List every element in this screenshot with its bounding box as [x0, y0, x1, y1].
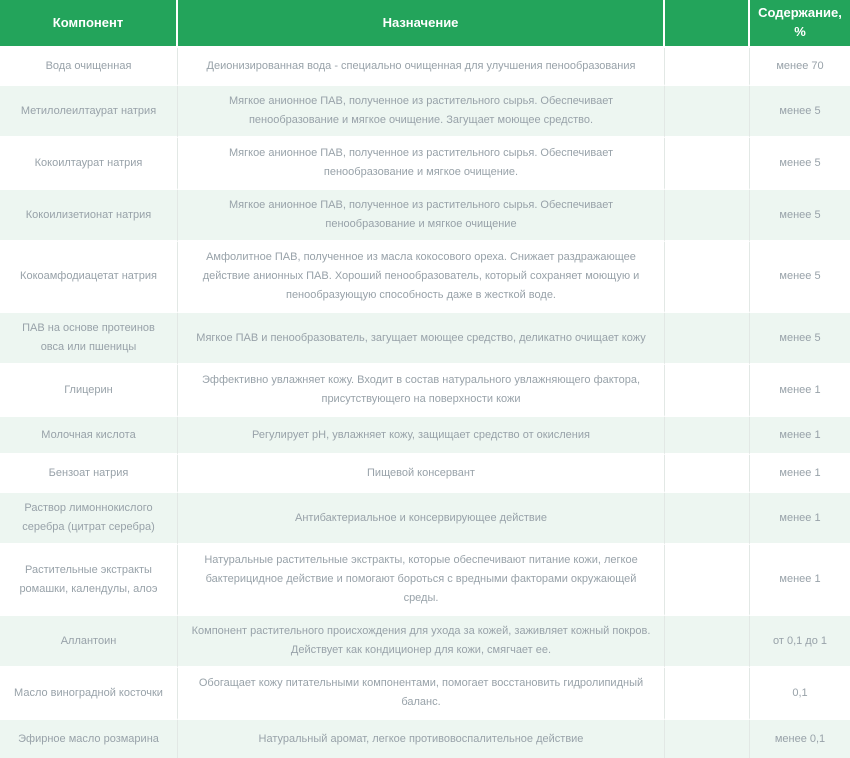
cell-spacer — [665, 720, 750, 758]
cell-content-percent: менее 5 — [750, 313, 850, 365]
cell-content-percent: менее 1 — [750, 493, 850, 545]
cell-purpose: Мягкое ПАВ и пенообразователь, загущает моющее средство, деликатно очищает кожу — [178, 313, 665, 365]
cell-content-percent: менее 5 — [750, 86, 850, 138]
cell-component: Эфирное масло розмарина — [0, 720, 178, 758]
column-header-empty — [665, 0, 750, 48]
column-header-purpose: Назначение — [178, 0, 665, 48]
cell-component: Растительные экстракты ромашки, календулы, алоэ — [0, 545, 178, 616]
cell-purpose: Антибактериальное и консервирующее действие — [178, 493, 665, 545]
cell-purpose: Обогащает кожу питательными компонентами, помогает восстановить гидролипидный баланс. — [178, 668, 665, 720]
cell-content-percent: от 0,1 до 1 — [750, 616, 850, 668]
cell-component: Аллантоин — [0, 616, 178, 668]
cell-spacer — [665, 493, 750, 545]
cell-component: Кокоилтаурат натрия — [0, 138, 178, 190]
cell-content-percent: 0,1 — [750, 668, 850, 720]
cell-purpose: Мягкое анионное ПАВ, полученное из растительного сырья. Обеспечивает пенообразование и мягкое очищение. Загущает моющее средство. — [178, 86, 665, 138]
column-header-content-percent: Содержание, % — [750, 0, 850, 48]
cell-component: Глицерин — [0, 365, 178, 417]
cell-content-percent: менее 1 — [750, 417, 850, 455]
cell-content-percent: менее 70 — [750, 48, 850, 86]
cell-purpose: Натуральный аромат, легкое противовоспалительное действие — [178, 720, 665, 758]
cell-purpose: Амфолитное ПАВ, полученное из масла кокосового ореха. Снижает раздражающее действие анионных ПАВ. Хороший пенообразователь, который сохраняет моющую и пенообразующую способность даже в жесткой воде. — [178, 242, 665, 313]
cell-spacer — [665, 48, 750, 86]
cell-content-percent: менее 5 — [750, 190, 850, 242]
table-row — [0, 493, 850, 545]
cell-purpose: Мягкое анионное ПАВ, полученное из растительного сырья. Обеспечивает пенообразование и мягкое очищение. — [178, 138, 665, 190]
table-row — [0, 616, 850, 668]
cell-content-percent: менее 5 — [750, 242, 850, 313]
cell-purpose: Мягкое анионное ПАВ, полученное из растительного сырья. Обеспечивает пенообразование и мягкое очищение — [178, 190, 665, 242]
table-row — [0, 720, 850, 758]
table-row — [0, 48, 850, 86]
table-row — [0, 313, 850, 365]
cell-purpose: Натуральные растительные экстракты, которые обеспечивают питание кожи, легкое бактерицидное действие и помогают бороться с вредными факторами окружающей среды. — [178, 545, 665, 616]
cell-spacer — [665, 242, 750, 313]
column-header-component: Компонент — [0, 0, 178, 48]
table-row — [0, 668, 850, 720]
table-row — [0, 365, 850, 417]
cell-spacer — [665, 545, 750, 616]
cell-content-percent: менее 1 — [750, 545, 850, 616]
table-row — [0, 86, 850, 138]
cell-purpose: Регулирует pH, увлажняет кожу, защищает средство от окисления — [178, 417, 665, 455]
table-row — [0, 545, 850, 616]
cell-component: Кокоамфодиацетат натрия — [0, 242, 178, 313]
cell-component: Бензоат натрия — [0, 455, 178, 493]
cell-spacer — [665, 455, 750, 493]
cell-content-percent: менее 0,1 — [750, 720, 850, 758]
cell-spacer — [665, 417, 750, 455]
cell-spacer — [665, 365, 750, 417]
table-row — [0, 190, 850, 242]
cell-content-percent: менее 1 — [750, 455, 850, 493]
ingredients-table-body — [0, 48, 850, 758]
cell-content-percent: менее 1 — [750, 365, 850, 417]
cell-spacer — [665, 86, 750, 138]
cell-purpose: Деионизированная вода - специально очищенная для улучшения пенообразования — [178, 48, 665, 86]
table-row — [0, 138, 850, 190]
cell-spacer — [665, 616, 750, 668]
cell-component: Масло виноградной косточки — [0, 668, 178, 720]
cell-spacer — [665, 138, 750, 190]
cell-component: Раствор лимоннокислого серебра (цитрат серебра) — [0, 493, 178, 545]
cell-component: Молочная кислота — [0, 417, 178, 455]
cell-content-percent: менее 5 — [750, 138, 850, 190]
table-row — [0, 417, 850, 455]
cell-purpose: Компонент растительного происхождения для ухода за кожей, заживляет кожный покров. Действует как кондиционер для кожи, смягчает ее. — [178, 616, 665, 668]
table-header-row — [0, 0, 850, 48]
cell-spacer — [665, 668, 750, 720]
cell-spacer — [665, 190, 750, 242]
cell-purpose: Пищевой консервант — [178, 455, 665, 493]
cell-component: ПАВ на основе протеинов овса или пшеницы — [0, 313, 178, 365]
cell-component: Кокоилизетионат натрия — [0, 190, 178, 242]
cell-component: Вода очищенная — [0, 48, 178, 86]
cell-purpose: Эффективно увлажняет кожу. Входит в состав натурального увлажняющего фактора, присутствующего на поверхности кожи — [178, 365, 665, 417]
cell-component: Метилолеилтаурат натрия — [0, 86, 178, 138]
table-row — [0, 242, 850, 313]
cell-spacer — [665, 313, 750, 365]
table-row — [0, 455, 850, 493]
